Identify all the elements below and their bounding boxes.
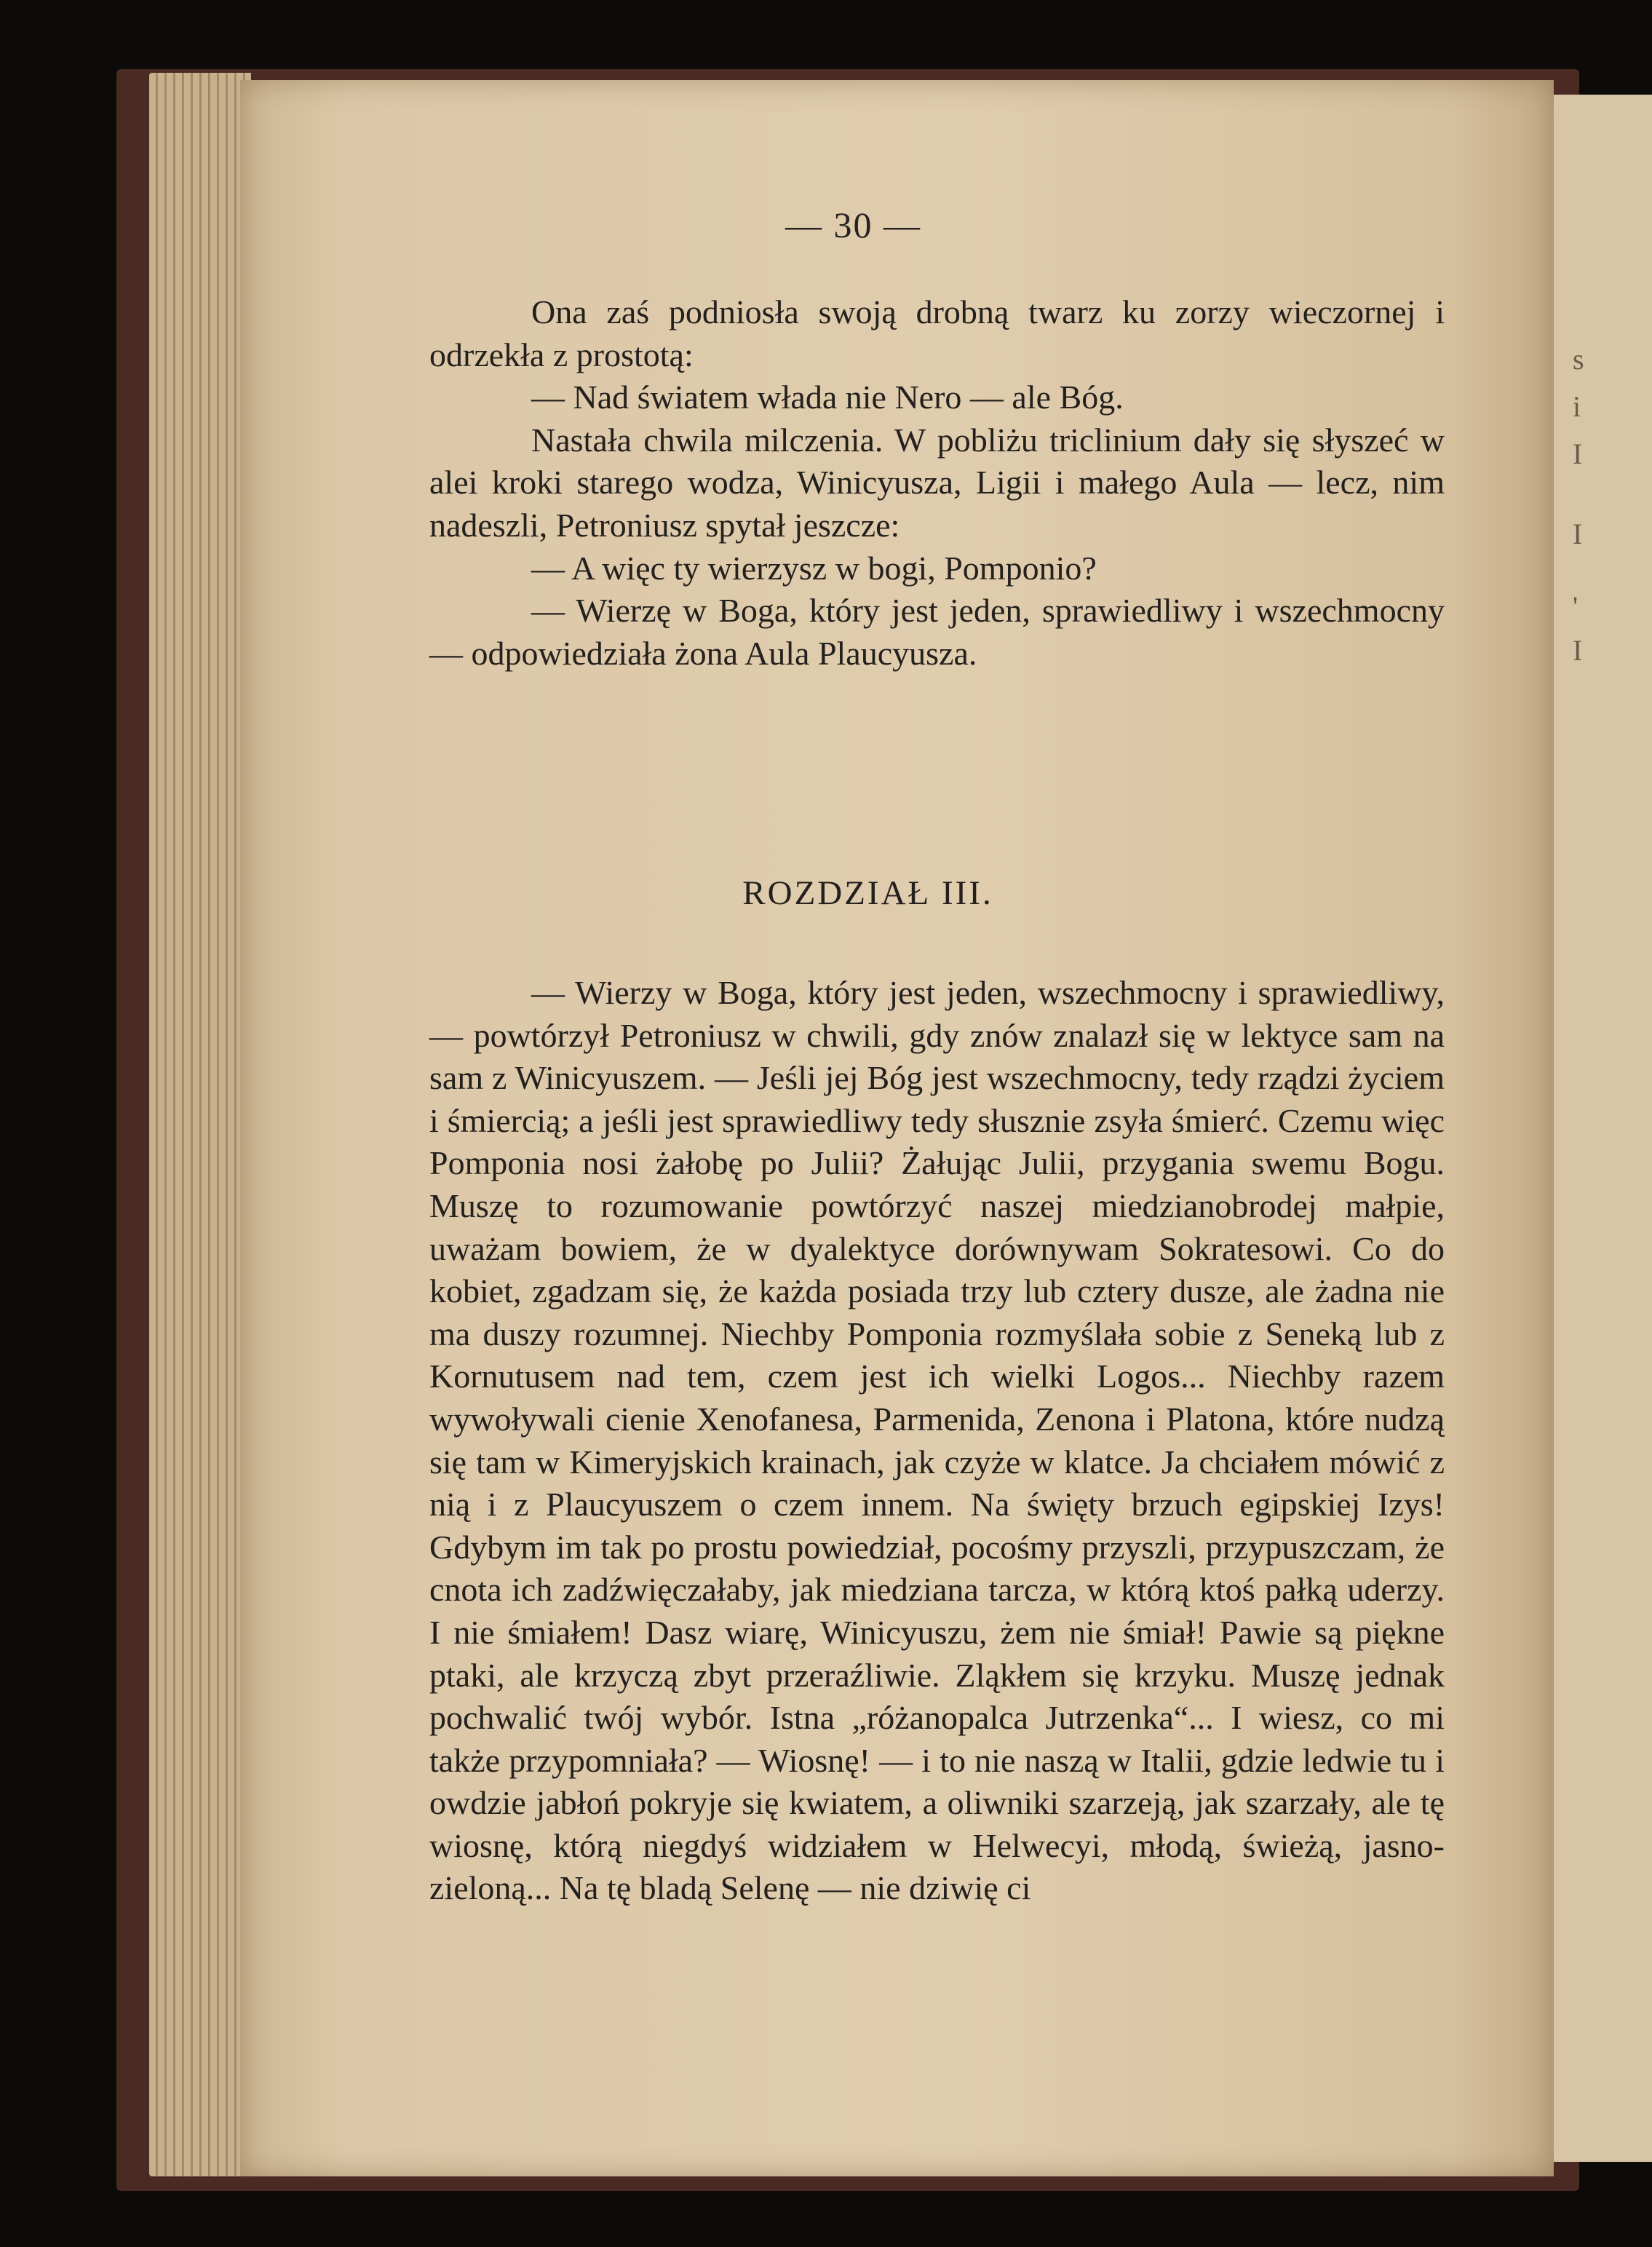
next-page-letter: i: [1573, 390, 1581, 423]
paragraph: Ona zaś podniosła swoją drobną twarz ku zorzy wieczornej i odrzekła z prostotą:: [429, 293, 1445, 373]
chapter-heading: ROZDZIAŁ III.: [742, 874, 993, 912]
next-page-letter: ': [1573, 590, 1578, 623]
page-number: — 30 —: [785, 205, 921, 245]
paragraph: — Wierzę w Boga, który jest jeden, sprawiedliwy i wszechmocny — odpowiedziała żona Aula Plaucyusza.: [429, 592, 1445, 672]
text-block-bottom: [429, 972, 1445, 1910]
paragraph: — Nad światem włada nie Nero — ale Bóg.: [531, 379, 1124, 416]
next-page-letter: I: [1573, 634, 1583, 667]
paragraph: — Wierzy w Boga, który jest jeden, wszechmocny i sprawiedliwy, — powtórzył Petroniusz w chwili, gdy znów znalazł się w lektyce sam na sam z Winicyuszem. — Jeśli jej Bóg jest wszechmocny, tedy rządzi życiem i śmiercią; a jeśli jest sprawiedliwy tedy słusznie zsyła śmierć. Czemu więc Pomponia nosi żałobę po Julii? Żałując Julii, przygania swemu Bogu. Muszę to rozumowanie powtórzyć naszej miedzianobrodej małpie, uważam bowiem, że w dyalektyce dorównywam Sokratesowi. Co do kobiet, zgadzam się, że każda posiada trzy lub cztery dusze, ale żadna nie ma duszy rozumnej. Niechby Pomponia rozmyślała sobie z Seneką lub z Kornutusem nad tem, czem jest ich wielki Logos... Niechby razem wywoływali cienie Xenofanesa, Parmenida, Zenona i Platona, które nudzą się tam w Kimeryjskich krainach, jak czyże w klatce. Ja chciałem mówić z nią i z Plaucyuszem o czem innem. Na święty brzuch egipskiej Izys! Gdybym im tak po prostu powiedział, pocośmy przyszli, przypuszczam, że cnota ich zadźwięczałaby, jak miedziana tarcza, w którą ktoś pałką uderzy. I nie śmiałem! Dasz wiarę, Winicyuszu, żem nie śmiał! Pawie są piękne ptaki, ale krzyczą zbyt przeraźliwie. Zląkłem się krzyku. Muszę jednak pochwalić twój wybór. Istna „różanopalca Jutrzenka“... I wiesz, co mi także przypomniała? — Wiosnę! — i to nie naszą w Italii, gdzie ledwie tu i owdzie jabłoń pokryje się kwiatem, a oliwniki szarzeją, jak szarzały, ale tę wiosnę, którą niegdyś widziałem w Helwecyi, młodą, świeżą, jasno-zieloną... Na tę bladą Selenę — nie dziwię ci: [429, 974, 1445, 1907]
next-page-letter: I: [1573, 437, 1583, 470]
next-page-edge: [1546, 95, 1652, 2162]
next-page-letter: s: [1573, 343, 1584, 376]
paragraph: — A więc ty wierzysz w bogi, Pomponio?: [531, 549, 1097, 587]
book-page: [240, 80, 1554, 2176]
next-page-letter: I: [1573, 518, 1583, 550]
page-edges: [149, 73, 251, 2176]
text-block-top: [429, 291, 1445, 675]
paragraph: Nastała chwila milczenia. W pobliżu triclinium dały się słyszeć w alei kroki starego wodza, Winicyusza, Ligii i małego Aula — lecz, nim nadeszli, Petroniusz spytał jeszcze:: [429, 421, 1445, 544]
